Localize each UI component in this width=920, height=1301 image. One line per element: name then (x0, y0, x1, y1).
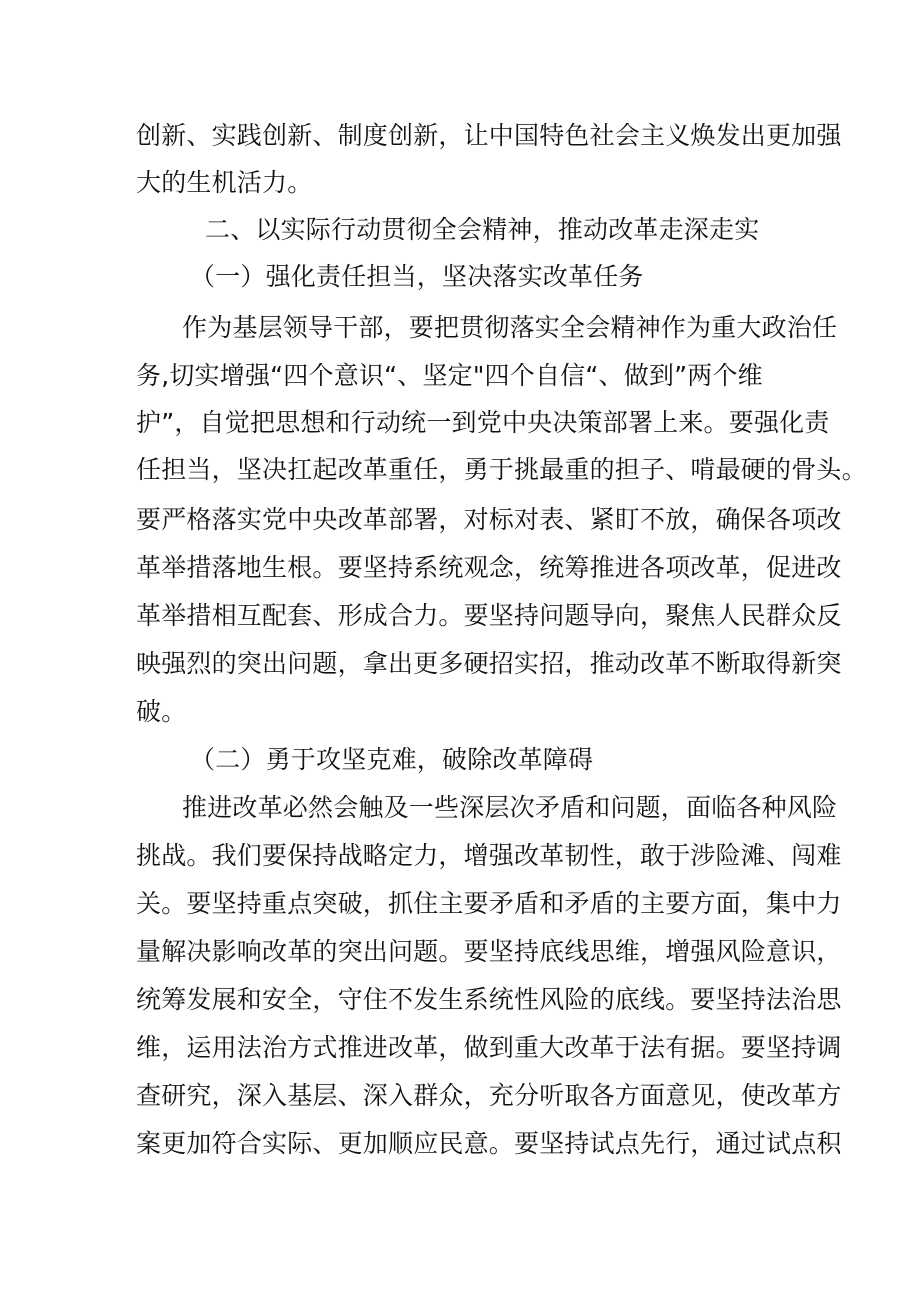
subsection-title: （一）强化责任担当，坚决落实改革任务 (190, 262, 644, 291)
paragraph-line: 破。 (136, 697, 187, 726)
section-heading: 二、以实际行动贯彻全会精神，推动改革走深走实 (205, 215, 760, 244)
paragraph-line: 作为基层领导干部，要把贯彻落实全会精神作为重大政治任 (182, 313, 838, 342)
paragraph-line: 维，运用法治方式推进改革，做到重大改革于法有据。要坚持调 (136, 1033, 842, 1062)
paragraph-line: 关。要坚持重点突破，抓住主要矛盾和矛盾的主要方面，集中力 (136, 889, 842, 918)
paragraph-line: 量解决影响改革的突出问题。要坚持底线思维，增强风险意识， (136, 937, 842, 966)
paragraph-line: 推进改革必然会触及一些深层次矛盾和问题，面临各种风险 (182, 793, 838, 822)
paragraph-line: 务,切实增强“四个意识“、坚定"四个自信“、做到”两个维 (136, 361, 763, 390)
paragraph-line: 要严格落实党中央改革部署，对标对表、紧盯不放，确保各项改 (136, 505, 842, 534)
paragraph-line: 统筹发展和安全，守住不发生系统性风险的底线。要坚持法治思 (136, 985, 842, 1014)
paragraph-line: 挑战。我们要保持战略定力，增强改革韧性，敢于涉险滩、闯难 (136, 841, 842, 870)
paragraph-line: 革举措相互配套、形成合力。要坚持问题导向，聚焦人民群众反 (136, 601, 842, 630)
paragraph-line: 护”，自觉把思想和行动统一到党中央决策部署上来。要强化责 (136, 408, 830, 437)
subsection-title: （二）勇于攻坚克难，破除改革障碍 (190, 745, 594, 774)
paragraph-line: 映强烈的突出问题，拿出更多硬招实招，推动改革不断取得新突 (136, 649, 842, 678)
paragraph-line: 查研究，深入基层、深入群众，充分听取各方面意见，使改革方 (136, 1081, 842, 1110)
paragraph-line: 案更加符合实际、更加顺应民意。要坚持试点先行，通过试点积 (136, 1129, 842, 1158)
paragraph-line: 创新、实践创新、制度创新，让中国特色社会主义焕发出更加强 (136, 121, 842, 150)
paragraph-line: 革举措落地生根。要坚持系统观念，统筹推进各项改革，促进改 (136, 553, 842, 582)
paragraph-line: 任担当，坚决扛起改革重任，勇于挑最重的担子、啃最硬的骨头。 (136, 455, 867, 484)
paragraph-line: 大的生机活力。 (136, 168, 313, 197)
